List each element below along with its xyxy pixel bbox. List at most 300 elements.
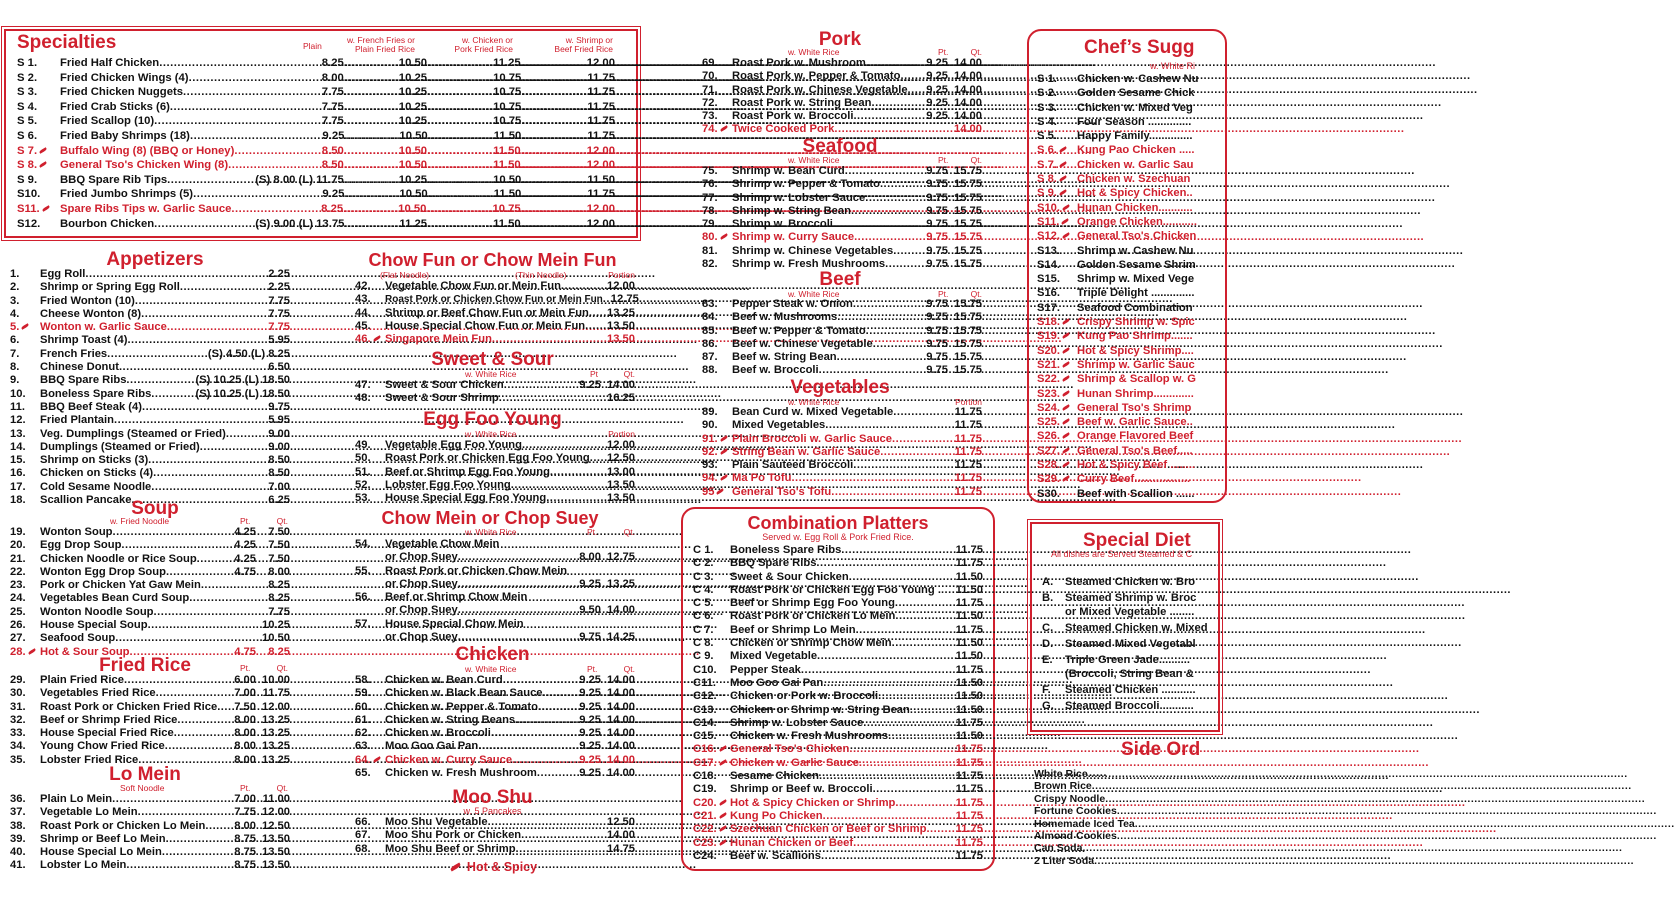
menu-item[interactable] xyxy=(355,280,635,293)
leader-dots xyxy=(124,674,232,687)
specialties-col-headers xyxy=(0,34,640,56)
item-name: General Tso's Chicken Wing (8) xyxy=(60,159,229,172)
item-number: S24. xyxy=(1037,401,1077,415)
lo-mein-header xyxy=(10,783,290,793)
item-number: 67. xyxy=(355,829,371,842)
menu-item[interactable] xyxy=(355,829,635,842)
leader-dots xyxy=(892,637,951,650)
menu-item[interactable] xyxy=(17,129,615,144)
item-price: 9.75 xyxy=(926,311,948,324)
menu-item[interactable] xyxy=(355,727,635,740)
menu-item[interactable] xyxy=(10,281,290,294)
menu-item[interactable] xyxy=(1037,186,1200,200)
menu-item[interactable] xyxy=(1037,215,1200,229)
menu-item[interactable] xyxy=(702,231,982,244)
item-price: 9.75 xyxy=(926,178,948,191)
menu-item[interactable] xyxy=(355,687,635,700)
chili-pepper-icon xyxy=(718,812,726,819)
menu-item[interactable] xyxy=(693,850,983,863)
menu-item[interactable] xyxy=(17,85,615,100)
price-french-fries: 10.25 xyxy=(398,86,428,99)
menu-item[interactable] xyxy=(693,544,983,557)
egg-foo-young-portion-header: Portion xyxy=(608,429,635,439)
menu-item[interactable] xyxy=(1042,638,1200,651)
menu-item[interactable] xyxy=(693,823,983,836)
price-chicken-pork-fried-rice: 10.75 xyxy=(493,71,522,84)
chicken-header xyxy=(355,664,635,674)
appetizers-list xyxy=(10,268,290,507)
menu-item[interactable] xyxy=(10,714,290,727)
leader-dots xyxy=(521,829,603,842)
item-price: 14.00 xyxy=(607,767,635,780)
menu-item[interactable] xyxy=(10,579,290,592)
item-price: 11.75 xyxy=(954,445,982,458)
item-price: 13.25 xyxy=(262,740,290,753)
menu-item[interactable] xyxy=(10,348,290,361)
item-number: 92. xyxy=(702,446,732,459)
menu-item[interactable] xyxy=(10,374,290,387)
menu-item[interactable] xyxy=(1034,842,1200,854)
price-chicken-pork-fried-rice: 11.50 xyxy=(493,188,522,201)
menu-item[interactable] xyxy=(693,783,983,796)
menu-item[interactable] xyxy=(10,701,290,714)
leader-dots xyxy=(854,231,922,244)
menu-item[interactable] xyxy=(1037,101,1200,115)
menu-item[interactable] xyxy=(702,486,982,499)
item-price: 11.75 xyxy=(955,663,983,676)
chili-pepper-icon xyxy=(372,756,380,763)
item-name: Fried Plantain xyxy=(40,414,114,427)
menu-item[interactable] xyxy=(1037,458,1200,472)
menu-item[interactable] xyxy=(17,158,615,173)
menu-item[interactable] xyxy=(693,597,983,610)
item-name: Kung Pao Shrimp....... xyxy=(1077,330,1193,343)
menu-item[interactable] xyxy=(1037,344,1200,358)
menu-item[interactable] xyxy=(1042,621,1208,635)
menu-item[interactable] xyxy=(702,218,982,231)
chili-pepper-icon xyxy=(372,335,380,342)
menu-item[interactable] xyxy=(17,144,615,159)
menu-item[interactable] xyxy=(1034,830,1200,842)
menu-item[interactable] xyxy=(1037,86,1200,100)
item-name: Golden Sesame Chick xyxy=(1077,87,1195,100)
item-number: 12. xyxy=(10,414,26,427)
menu-item[interactable] xyxy=(17,217,615,232)
menu-item[interactable] xyxy=(10,428,290,441)
menu-item[interactable] xyxy=(693,730,983,743)
menu-item[interactable] xyxy=(10,414,290,427)
item-name: Mixed Vegetables xyxy=(732,419,826,432)
chili-pepper-icon xyxy=(1062,333,1070,340)
menu-item[interactable] xyxy=(10,846,290,859)
menu-item[interactable] xyxy=(355,591,635,618)
item-price: 10.25 xyxy=(262,619,290,632)
menu-item[interactable] xyxy=(17,114,615,129)
item-name: Roast Pork or Chicken Lo Mein xyxy=(40,819,206,832)
item-name: Chicken w. String Beans xyxy=(385,713,516,726)
leader-dots xyxy=(228,158,322,173)
menu-item[interactable] xyxy=(693,584,983,597)
leader-dots xyxy=(226,428,268,441)
menu-item[interactable] xyxy=(355,565,635,592)
menu-item[interactable] xyxy=(10,526,290,539)
chow-fun-thin-noodle: (Thin Noodle) xyxy=(515,270,567,280)
menu-item[interactable] xyxy=(355,293,639,306)
menu-item[interactable] xyxy=(1042,654,1200,681)
menu-item[interactable] xyxy=(10,859,290,872)
item-name: Wonton Soup xyxy=(40,526,113,538)
item-price: 8.50 xyxy=(268,467,290,480)
menu-item[interactable] xyxy=(10,820,290,833)
item-price: 7.50 xyxy=(268,539,290,552)
leader-dots xyxy=(849,571,951,584)
menu-item[interactable] xyxy=(10,566,290,579)
item-number: 93. xyxy=(702,459,718,472)
item-price: 2.25 xyxy=(268,268,290,280)
menu-item[interactable] xyxy=(693,557,983,570)
item-price-pt: 9.50 xyxy=(579,604,601,617)
menu-item[interactable] xyxy=(702,205,982,218)
menu-item[interactable] xyxy=(693,610,983,623)
leader-dots xyxy=(866,57,922,70)
leader-dots xyxy=(205,820,232,833)
menu-item[interactable] xyxy=(702,459,982,472)
chili-pepper-icon xyxy=(1062,433,1070,440)
item-price: 11.50 xyxy=(955,703,983,716)
menu-item[interactable] xyxy=(10,308,290,321)
item-price: 7.75 xyxy=(234,806,256,819)
menu-item[interactable] xyxy=(702,351,982,364)
menu-item[interactable] xyxy=(355,333,635,346)
menu-item[interactable] xyxy=(693,797,983,810)
menu-item[interactable] xyxy=(1034,805,1200,817)
menu-item[interactable] xyxy=(17,100,615,115)
item-first-line xyxy=(1042,621,1208,635)
menu-item[interactable] xyxy=(693,757,983,770)
leader-dots xyxy=(344,129,399,144)
item-price: 15.75 xyxy=(954,351,982,364)
menu-item[interactable] xyxy=(1037,201,1200,215)
menu-item[interactable] xyxy=(355,618,635,645)
leader-dots xyxy=(154,606,232,619)
menu-item[interactable] xyxy=(693,810,983,823)
menu-item[interactable] xyxy=(702,433,982,446)
beef-pt-header: Pt. xyxy=(938,289,949,299)
price-shrimp-beef-fried-rice: 11.75 xyxy=(587,86,615,99)
menu-item[interactable] xyxy=(355,843,635,856)
menu-item[interactable] xyxy=(1042,700,1200,713)
item-price: 15.75 xyxy=(954,191,982,204)
menu-item[interactable] xyxy=(1037,158,1200,172)
menu-item[interactable] xyxy=(10,793,290,806)
menu-item[interactable] xyxy=(702,70,982,83)
menu-item[interactable] xyxy=(10,334,290,347)
item-name: Shrimp w. Chinese Vegetables xyxy=(732,244,894,257)
menu-item[interactable] xyxy=(1042,684,1200,697)
chili-pepper-icon xyxy=(719,234,727,241)
leader-dots xyxy=(344,85,399,100)
item-number: 94. xyxy=(702,472,732,485)
menu-item[interactable] xyxy=(10,606,290,619)
menu-item[interactable] xyxy=(1037,444,1200,458)
menu-item[interactable] xyxy=(10,806,290,819)
menu-item[interactable] xyxy=(10,467,290,480)
leader-dots xyxy=(817,650,951,663)
item-name: Fried Scallop (10) xyxy=(60,115,155,128)
menu-item[interactable] xyxy=(1037,415,1200,429)
item-price: 9.75 xyxy=(926,351,948,364)
menu-item[interactable] xyxy=(10,321,290,334)
menu-item[interactable] xyxy=(10,539,290,552)
item-name: Beef or Shrimp Lo Mein xyxy=(730,623,856,636)
menu-item[interactable] xyxy=(10,592,290,605)
item-number: 6. xyxy=(10,334,20,347)
menu-item[interactable] xyxy=(355,714,635,727)
leader-dots xyxy=(344,56,399,71)
leader-dots xyxy=(941,584,951,597)
menu-item[interactable] xyxy=(702,419,982,432)
menu-item[interactable] xyxy=(10,632,290,645)
item-first-line xyxy=(1042,638,1200,651)
menu-item[interactable] xyxy=(17,187,615,202)
item-number: S 9. xyxy=(17,173,38,186)
menu-item[interactable] xyxy=(1037,272,1200,286)
leader-dots xyxy=(166,566,232,579)
menu-item[interactable] xyxy=(1042,592,1200,619)
menu-item[interactable] xyxy=(1034,768,1200,780)
menu-item[interactable] xyxy=(702,338,982,351)
menu-item[interactable] xyxy=(702,110,982,123)
menu-item[interactable] xyxy=(702,311,982,324)
item-number: 80. xyxy=(702,231,732,244)
leader-dots xyxy=(521,187,587,202)
menu-item[interactable] xyxy=(355,452,635,465)
item-price: 11.50 xyxy=(955,610,983,623)
menu-item[interactable] xyxy=(17,56,615,71)
menu-item[interactable] xyxy=(1037,487,1200,501)
leader-dots xyxy=(1117,830,1200,842)
menu-item[interactable] xyxy=(702,245,982,258)
menu-item[interactable] xyxy=(702,165,982,178)
menu-item[interactable] xyxy=(693,704,983,717)
menu-item[interactable] xyxy=(355,740,635,753)
item-number: 65. xyxy=(355,767,371,780)
menu-item[interactable] xyxy=(10,441,290,454)
menu-item[interactable] xyxy=(693,650,983,663)
leader-dots xyxy=(546,492,603,505)
price-shrimp-beef-fried-rice: 12.00 xyxy=(586,144,615,157)
menu-item[interactable] xyxy=(693,677,983,690)
item-price: 11.75 xyxy=(954,432,982,445)
menu-item[interactable] xyxy=(355,439,635,452)
menu-item[interactable] xyxy=(693,664,983,677)
leader-dots xyxy=(193,187,322,202)
menu-item[interactable] xyxy=(355,466,635,479)
menu-item[interactable] xyxy=(1034,780,1200,792)
item-number: S 5. xyxy=(17,115,38,128)
menu-item[interactable] xyxy=(17,71,615,86)
menu-item[interactable] xyxy=(1042,576,1200,589)
menu-item[interactable] xyxy=(1034,818,1200,830)
menu-item[interactable] xyxy=(1037,172,1200,186)
leader-dots xyxy=(426,202,492,217)
item-number: S11. xyxy=(1037,215,1077,229)
leader-dots xyxy=(127,334,268,347)
item-name: Shrimp w. String Bean xyxy=(732,204,851,217)
menu-item[interactable] xyxy=(10,295,290,308)
menu-item[interactable] xyxy=(17,202,615,217)
menu-item[interactable] xyxy=(10,361,290,374)
item-price: 9.00 xyxy=(268,440,290,453)
menu-item[interactable] xyxy=(1037,286,1200,300)
menu-item[interactable] xyxy=(1037,301,1200,315)
item-name: or Chop Suey xyxy=(385,551,458,564)
menu-item[interactable] xyxy=(702,192,982,205)
menu-item[interactable] xyxy=(355,754,635,767)
item-number: S10. xyxy=(1037,201,1077,215)
menu-item[interactable] xyxy=(1037,329,1200,343)
menu-item[interactable] xyxy=(702,57,982,70)
menu-item[interactable] xyxy=(702,446,982,459)
leader-dots xyxy=(217,701,232,714)
menu-item[interactable] xyxy=(702,472,982,485)
menu-item[interactable] xyxy=(1037,72,1200,86)
menu-item[interactable] xyxy=(10,674,290,687)
item-number: 18. xyxy=(10,494,26,507)
menu-item[interactable] xyxy=(1034,793,1200,805)
chow-fun-header xyxy=(355,270,635,280)
leader-dots xyxy=(863,717,951,730)
menu-item[interactable] xyxy=(10,481,290,494)
item-number: S26. xyxy=(1037,429,1077,443)
menu-item[interactable] xyxy=(355,767,635,780)
leader-dots xyxy=(148,454,268,467)
menu-item[interactable] xyxy=(355,307,635,320)
menu-item[interactable] xyxy=(1034,855,1200,867)
chicken-subtitle: w. White Rice xyxy=(465,664,517,674)
menu-item[interactable] xyxy=(10,553,290,566)
menu-item[interactable] xyxy=(355,538,635,565)
menu-item[interactable] xyxy=(693,624,983,637)
menu-item[interactable] xyxy=(10,268,290,281)
menu-item[interactable] xyxy=(10,619,290,632)
menu-item[interactable] xyxy=(10,687,290,700)
menu-item[interactable] xyxy=(702,178,982,191)
menu-item[interactable] xyxy=(1037,258,1200,272)
menu-item[interactable] xyxy=(1037,429,1200,443)
chili-pepper-icon xyxy=(719,475,727,482)
item-price: 14.00 xyxy=(954,57,982,69)
leader-dots xyxy=(819,364,922,377)
item-name: House Special Soup xyxy=(40,619,148,632)
menu-item[interactable] xyxy=(1037,472,1200,486)
item-letter: C. xyxy=(1042,621,1054,634)
menu-item[interactable] xyxy=(10,727,290,740)
menu-item[interactable] xyxy=(17,173,615,188)
menu-item[interactable] xyxy=(702,406,982,419)
menu-item[interactable] xyxy=(693,770,983,783)
menu-item[interactable] xyxy=(693,837,983,850)
menu-item[interactable] xyxy=(355,701,635,714)
item-first-line xyxy=(355,538,635,551)
sweet-sour-header xyxy=(355,369,635,379)
menu-item[interactable] xyxy=(702,97,982,110)
menu-item[interactable] xyxy=(1037,115,1200,129)
leader-dots xyxy=(231,202,321,217)
menu-item[interactable] xyxy=(702,325,982,338)
vegetables-portion-header: Portion xyxy=(955,397,982,407)
item-name: Steamed Chicken w. Bro xyxy=(1065,576,1196,588)
menu-item[interactable] xyxy=(1037,387,1200,401)
leader-dots xyxy=(1094,855,1200,867)
item-price: 9.75 xyxy=(926,218,948,231)
menu-item[interactable] xyxy=(1037,129,1200,143)
chow-mein-header xyxy=(355,527,635,537)
menu-item[interactable] xyxy=(693,571,983,584)
menu-item[interactable] xyxy=(355,479,635,492)
menu-item[interactable] xyxy=(1037,244,1200,258)
menu-item[interactable] xyxy=(693,717,983,730)
leader-dots xyxy=(825,419,950,432)
menu-item[interactable] xyxy=(355,392,635,405)
item-number: 28. xyxy=(10,646,40,659)
menu-item[interactable] xyxy=(693,637,983,650)
menu-item[interactable] xyxy=(355,320,635,333)
menu-item[interactable] xyxy=(1037,401,1200,415)
leader-dots xyxy=(511,479,603,492)
item-name: Golden Sesame Shrim xyxy=(1077,258,1196,271)
item-name: or Chop Suey xyxy=(385,631,458,644)
menu-item[interactable] xyxy=(1037,372,1200,386)
menu-item[interactable] xyxy=(1037,315,1200,329)
item-number: S17. xyxy=(1037,301,1061,314)
price-shrimp-beef-fried-rice: 11.75 xyxy=(587,100,615,113)
menu-item[interactable] xyxy=(702,84,982,97)
menu-item[interactable] xyxy=(702,364,982,377)
menu-item[interactable] xyxy=(10,833,290,846)
menu-item[interactable] xyxy=(693,690,983,703)
item-name: Can Soda xyxy=(1034,842,1083,855)
menu-item[interactable] xyxy=(355,492,635,505)
menu-item[interactable] xyxy=(1037,143,1200,157)
leader-dots xyxy=(159,56,322,71)
leader-dots xyxy=(590,452,603,465)
menu-item[interactable] xyxy=(10,401,290,414)
leader-dots xyxy=(837,351,922,364)
item-name: Fortune Cookies xyxy=(1034,805,1117,818)
menu-item[interactable] xyxy=(355,816,635,829)
menu-item[interactable] xyxy=(693,743,983,756)
menu-item[interactable] xyxy=(10,454,290,467)
col-header-shrimp-beef-fried-rice xyxy=(540,36,613,54)
item-first-line xyxy=(355,565,635,578)
leader-dots xyxy=(791,472,950,485)
item-number: 37. xyxy=(10,806,26,819)
menu-item[interactable] xyxy=(1037,358,1200,372)
menu-item[interactable] xyxy=(10,740,290,753)
menu-item[interactable] xyxy=(702,298,982,311)
menu-item[interactable] xyxy=(355,379,635,392)
menu-item[interactable] xyxy=(702,123,982,136)
menu-item[interactable] xyxy=(10,388,290,401)
item-number: C16. xyxy=(693,743,730,756)
menu-item[interactable] xyxy=(355,674,635,687)
item-name: Steamed Shrimp w. Broc xyxy=(1065,592,1197,605)
menu-item[interactable] xyxy=(1037,229,1200,243)
item-price: 11.75 xyxy=(262,687,290,700)
item-price: 13.50 xyxy=(607,492,635,505)
item-price: 9.25 xyxy=(926,83,948,96)
